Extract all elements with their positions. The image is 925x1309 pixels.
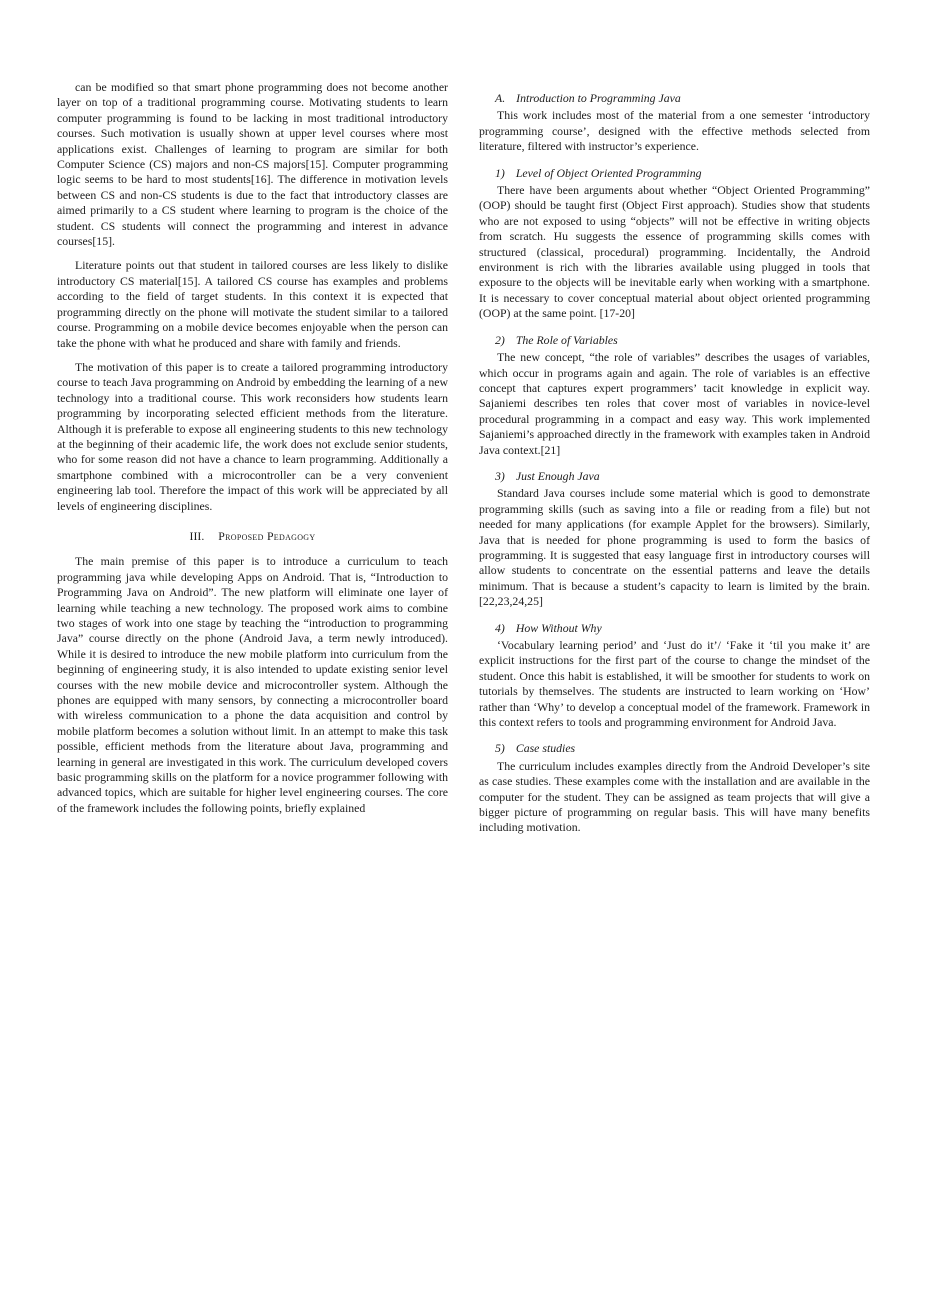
- section-heading-proposed-pedagogy: [57, 529, 448, 544]
- section-title: Proposed Pedagogy: [218, 528, 316, 543]
- subsection-title: Level of Object Oriented Programming: [515, 165, 702, 180]
- paragraph: Standard Java courses include some material which is good to demonstrate programming skills (such as saving into a file or reading from a file) but not needed for many applications (for example Applet for the browsers). Similarly, Java that is needed for phone programming is used to form the basics of programming. It is suggested that easy language first in introductory courses will allow students to concentrate on the essential patterns and leave the details minimum. That is because a student’s capacity to learn is limited by the brain.[22,23,24,25]: [479, 486, 870, 609]
- paragraph: ‘Vocabulary learning period’ and ‘Just do it’/ ‘Fake it ‘til you make it’ are explicit instructions for the first part of the course to change the mindset of the student. Once this habit is established, it will be smoother for students to work on tutorials by themselves. The students are instructed to learn working on ‘How’ rather than ‘Why’ to develop a conceptual model of the framework. Framework in this context refers to tools and programming environment for Android Java.: [479, 638, 870, 730]
- subsection-label: 1): [495, 165, 505, 180]
- paragraph: The curriculum includes examples directly from the Android Developer’s site as case studies. These examples come with the installation and are available in the computer for the student. They can be assigned as team projects that will give a bigger picture of programming on regular basis. This will have many benefits including motivation.: [479, 758, 870, 835]
- subsection-title: The Role of Variables: [515, 332, 618, 347]
- paragraph: Literature points out that student in tailored courses are less likely to dislike introductory CS material[15]. A tailored CS course has examples and problems according to the field of target students. In this context it is expected that programming directly on the phone will motivate the student similar to a tailored course. Programming on a mobile device becomes enjoyable when the person can take the phone with what he produced and share with family and friends.: [57, 258, 448, 350]
- subsection-1: [479, 166, 870, 322]
- paragraph: The motivation of this paper is to create a tailored programming introductory course to teach Java programming on Android by embedding the learning of a new technology into a traditional course. This work reconsiders how students learn programming by incorporating selected efficient methods from the literature. Although it is preferable to expose all engineering students to this new technology at the beginning of their academic life, the work does not exclude senior students, who for some reason did not have a chance to learn programming. Additionally a smartphone combined with a microcontroller can be a very convenient engineering lab tool. Therefore the impact of this work will be appreciated by all levels of engineering disciplines.: [57, 359, 448, 513]
- subsection-heading: [479, 333, 870, 348]
- subsection-heading: [479, 469, 870, 484]
- subsection-a: [479, 91, 870, 155]
- subsection-label: A.: [495, 91, 506, 105]
- section-number: III.: [189, 528, 205, 543]
- subsection-4: [479, 621, 870, 731]
- subsection-heading: [479, 91, 870, 106]
- subsection-label: 3): [495, 468, 505, 483]
- subsection-heading: [479, 166, 870, 181]
- subsection-2: [479, 333, 870, 458]
- subsection-title: Case studies: [515, 741, 576, 756]
- subsection-3: [479, 469, 870, 610]
- subsection-title: Just Enough Java: [515, 468, 600, 483]
- subsection-5: [479, 741, 870, 835]
- subsection-label: 5): [495, 741, 505, 756]
- paragraph: The main premise of this paper is to introduce a curriculum to teach programming java while developing Apps on Android. That is, “Introduction to Programming Java on Android”. The new platform will eliminate one layer of learning while teaching a new technology. The proposed work aims to combine two stages of work into one stage by teaching the “introduction to programming Java” course directly on the phone (Android Java, a term newly introduced). While it is desired to introduce the new mobile platform into curriculum from the beginning of engineering study, it is also intended to update existing senior level courses with the new mobile device and microcontroller system. Although the phones are equipped with many sensors, by connecting a microcontroller board with wireless communication to a phone the data acquisition and control by mobile platform becomes a solution without limit. In an attempt to make this task possible, efficient methods from the literature about Java, programming and learning in general are investigated in this work. The curriculum developed covers basic programming skills on the platform for a novice programmer following with advanced topics, which are suitable for higher level engineering courses. The core of the framework includes the following points, briefly explained: [57, 554, 448, 815]
- paragraph: There have been arguments about whether “Object Oriented Programming” (OOP) should be taught first (Object First approach). Studies show that students who are not exposed to using “objects” will not be effective in writing objects from scratch. Hu suggests the essence of programming skills comes with structured (classical, procedural) programming. Incidentally, the Android environment is rich with the libraries available using plugged in tools that exposure to the objects will be inevitable early when working with a smartphone. It is necessary to cover conceptual material about object oriented programming (OOP) at the same point. [17-20]: [479, 183, 870, 321]
- left-column: [57, 80, 448, 836]
- subsection-heading: [479, 741, 870, 756]
- subsection-heading: [479, 621, 870, 636]
- paragraph: can be modified so that smart phone programming does not become another layer on top of a traditional programming course. Motivating students to learn computer programming is found to be lacking in most traditional introductory courses. Such motivation is usually shown at upper level courses where most applications exist. Challenges of learning to program are similar for both Computer Science (CS) majors and non-CS majors[15]. Computer programming logic seems to be hard to most students[16]. The difference in motivation levels between CS and non-CS students is due to the fact that introductory classes are aimed primarily to a CS student where learning to program is the choice of the student. CS students will connect the programming and interest in advance courses[15].: [57, 80, 448, 249]
- subsection-title: Introduction to Programming Java: [516, 91, 681, 105]
- subsection-label: 4): [495, 620, 505, 635]
- subsection-title: How Without Why: [515, 620, 602, 635]
- paragraph: This work includes most of the material from a one semester ‘introductory programming course’, designed with the effective methods selected from literature, filtered with instructor’s experience.: [479, 108, 870, 154]
- right-column: [479, 80, 870, 836]
- paragraph: The new concept, “the role of variables” describes the usages of variables, which occur in programs again and again. The role of variables is an effective concept that captures expert programmers’ tacit knowledge in explicit way. Sajaniemi describes ten roles that cover most of variables in novice-level procedural programming in a compact and easy way. This work implemented Sajaniemi’s approached directly in the framework with examples taken in Android Java context.[21]: [479, 350, 870, 457]
- subsection-label: 2): [495, 332, 505, 347]
